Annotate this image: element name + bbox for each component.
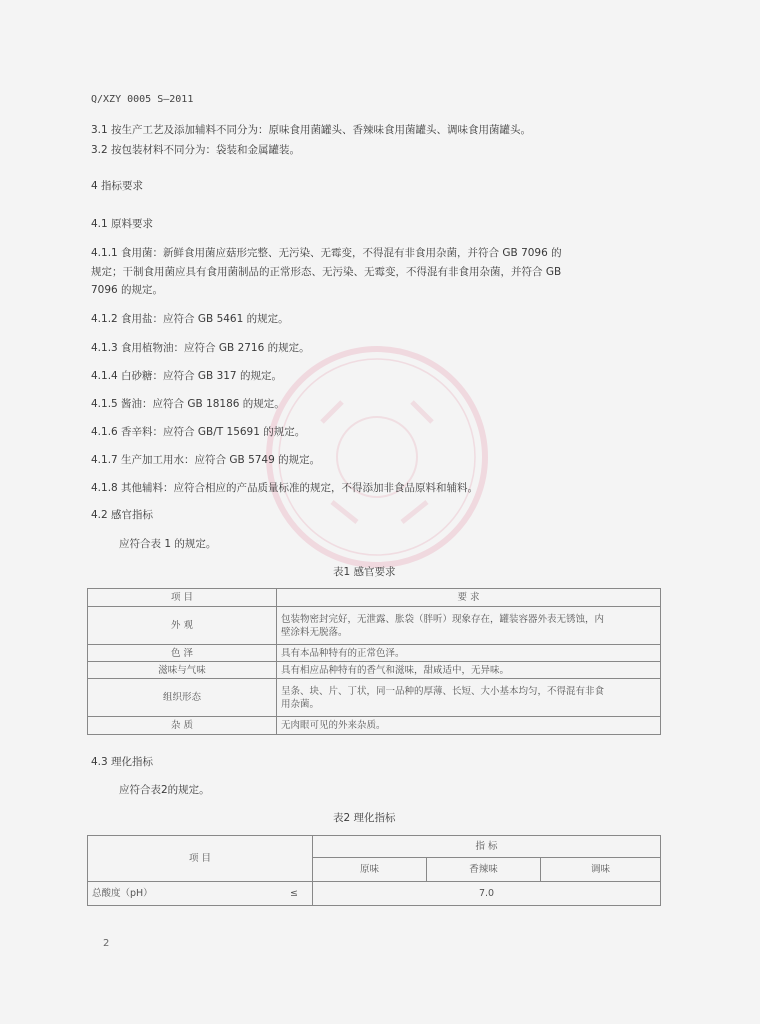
table-cell: 杂 质 — [88, 717, 277, 735]
table-cell: 滋味与气味 — [88, 662, 277, 679]
table-row — [88, 717, 661, 735]
table-cell — [277, 679, 661, 717]
table-row — [88, 645, 661, 662]
table-cell: 总酸度（pH） — [88, 882, 277, 906]
table-row — [88, 836, 661, 858]
table-cell: 具有相应品种特有的香气和滋味，甜咸适中，无异味。 — [277, 662, 661, 679]
section-4-heading: 4 指标要求 — [91, 180, 144, 192]
clause-4-2: 4.2 感官指标 — [91, 509, 154, 521]
table-header-cell: 香辣味 — [427, 858, 541, 882]
table-header-cell: 要 求 — [277, 589, 661, 607]
cell-line: 用杂菌。 — [281, 698, 320, 710]
clause-4-1-5: 4.1.5 酱油：应符合 GB 18186 的规定。 — [91, 398, 285, 410]
table-header-cell: 原味 — [313, 858, 427, 882]
table-cell: 外 观 — [88, 607, 277, 645]
clause-4-1-8: 4.1.8 其他辅料：应符合相应的产品质量标准的规定，不得添加非食品原料和辅料。 — [91, 482, 479, 494]
table-row — [88, 607, 661, 645]
table-row — [88, 589, 661, 607]
sensory-requirements-table — [87, 588, 661, 735]
table-cell: ≤ — [276, 882, 313, 906]
clause-4-1-7: 4.1.7 生产加工用水：应符合 GB 5749 的规定。 — [91, 454, 321, 466]
table2-title: 表2 理化指标 — [333, 812, 396, 824]
table-cell — [277, 607, 661, 645]
clause-4-3: 4.3 理化指标 — [91, 756, 154, 768]
clause-4-1-1-line2: 规定；干制食用菌应具有食用菌制品的正常形态、无污染、无霉变，不得混有非食用杂菌，并符合 GB — [91, 266, 562, 278]
table-header-cell: 项 目 — [88, 836, 313, 882]
clause-4-1-6: 4.1.6 香辛料：应符合 GB/T 15691 的规定。 — [91, 426, 306, 438]
clause-4-3-body: 应符合表2的规定。 — [119, 784, 210, 796]
table-row — [88, 679, 661, 717]
cell-line: 呈条、块、片、丁状，同一品种的厚薄、长短、大小基本均匀，不得混有非食 — [281, 685, 605, 697]
table-cell: 7.0 — [313, 882, 661, 906]
table-row — [88, 882, 661, 906]
clause-3-2: 3.2 按包装材料不同分为：袋装和金属罐装。 — [91, 144, 301, 156]
cell-line: 包装物密封完好，无泄露、胀袋（胖听）现象存在，罐装容器外表无锈蚀，内 — [281, 613, 605, 625]
table-cell: 具有本品种特有的正常色泽。 — [277, 645, 661, 662]
clause-4-1-2: 4.1.2 食用盐：应符合 GB 5461 的规定。 — [91, 313, 289, 325]
table-header-cell: 调味 — [541, 858, 661, 882]
document-code-header: Q/XZY 0005 S—2011 — [91, 94, 194, 105]
table-cell: 无肉眼可见的外来杂质。 — [277, 717, 661, 735]
clause-4-1-1-line1: 4.1.1 食用菌：新鲜食用菌应菇形完整、无污染、无霉变，不得混有非食用杂菌，并符合 GB 7096 的 — [91, 247, 562, 259]
clause-3-1: 3.1 按生产工艺及添加辅料不同分为：原味食用菌罐头、香辣味食用菌罐头、调味食用菌罐头。 — [91, 124, 532, 136]
table-cell: 组织形态 — [88, 679, 277, 717]
table-row — [88, 662, 661, 679]
clause-4-1-4: 4.1.4 白砂糖：应符合 GB 317 的规定。 — [91, 370, 282, 382]
physicochemical-table — [87, 835, 661, 906]
clause-4-1: 4.1 原料要求 — [91, 218, 154, 230]
page-number: 2 — [103, 938, 110, 949]
clause-4-2-body: 应符合表 1 的规定。 — [119, 538, 217, 550]
table-header-cell: 指 标 — [313, 836, 661, 858]
table1-title: 表1 感官要求 — [333, 566, 396, 578]
clause-4-1-3: 4.1.3 食用植物油：应符合 GB 2716 的规定。 — [91, 342, 310, 354]
table-header-cell: 项 目 — [88, 589, 277, 607]
cell-line: 壁涂料无脱落。 — [281, 626, 348, 638]
clause-4-1-1-line3: 7096 的规定。 — [91, 284, 164, 296]
table-cell: 色 泽 — [88, 645, 277, 662]
